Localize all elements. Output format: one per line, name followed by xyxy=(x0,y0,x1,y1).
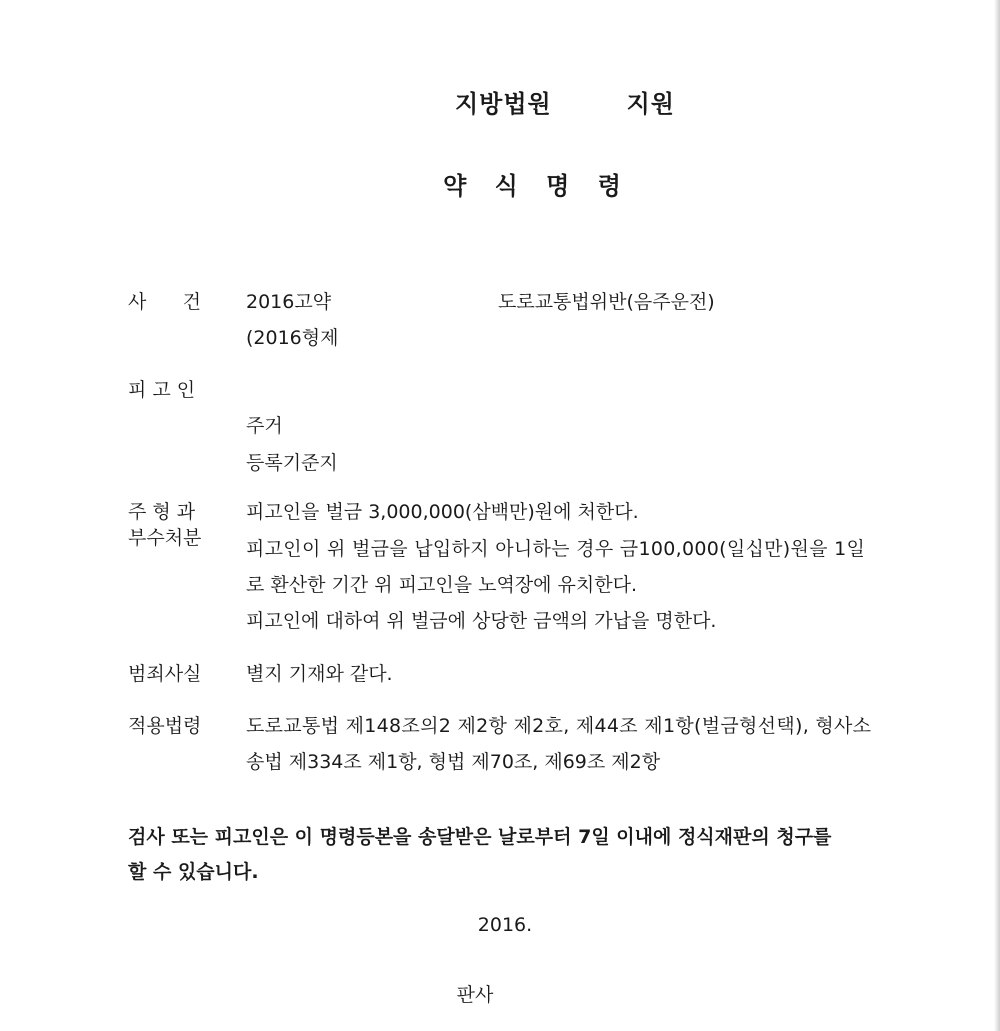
defendant-label: 피 고 인 xyxy=(128,379,196,401)
judge-label: 판사 xyxy=(456,984,494,1006)
address-label: 주거 xyxy=(246,415,283,437)
facts-text: 별지 기재와 같다. xyxy=(246,663,393,685)
notice-line: 검사 또는 피고인은 이 명령등본을 송달받은 날로부터 7일 이내에 정식재판의 청구를 xyxy=(128,826,832,848)
domicile-label: 등록기준지 xyxy=(246,452,338,474)
case-name: 도로교통법위반(음주운전) xyxy=(498,291,715,313)
sentence-line: 피고인이 위 벌금을 납입하지 아니하는 경우 금100,000(일십만)원을 1일 xyxy=(246,538,866,560)
document-title: 약 식 명 령 xyxy=(443,172,631,200)
sentence-line: 로 환산한 기간 위 피고인을 노역장에 유치한다. xyxy=(246,574,638,596)
notice-line: 할 수 있습니다. xyxy=(128,861,259,883)
law-line: 송법 제334조 제1항, 형법 제70조, 제69조 제2항 xyxy=(246,751,661,773)
law-line: 도로교통법 제148조의2 제2항 제2호, 제44조 제1항(벌금형선택), 형사소 xyxy=(246,715,872,737)
sentence-line: 피고인에 대하여 위 벌금에 상당한 금액의 가납을 명한다. xyxy=(246,610,717,632)
sentence-label-line1: 주 형 과 xyxy=(128,501,196,523)
facts-label: 범죄사실 xyxy=(128,663,202,685)
law-label: 적용법령 xyxy=(128,715,202,737)
case-number: 2016고약 xyxy=(246,291,332,313)
scan-edge-shadow xyxy=(994,0,1000,1031)
case-reference: (2016형제 xyxy=(246,327,339,349)
sentence-label-line2: 부수처분 xyxy=(128,527,202,549)
court-name: 지방법원 지원 xyxy=(455,90,675,118)
sentence-line: 피고인을 벌금 3,000,000(삼백만)원에 처한다. xyxy=(246,501,639,523)
issue-date: 2016. xyxy=(477,914,533,936)
case-label: 사 건 xyxy=(128,291,201,313)
